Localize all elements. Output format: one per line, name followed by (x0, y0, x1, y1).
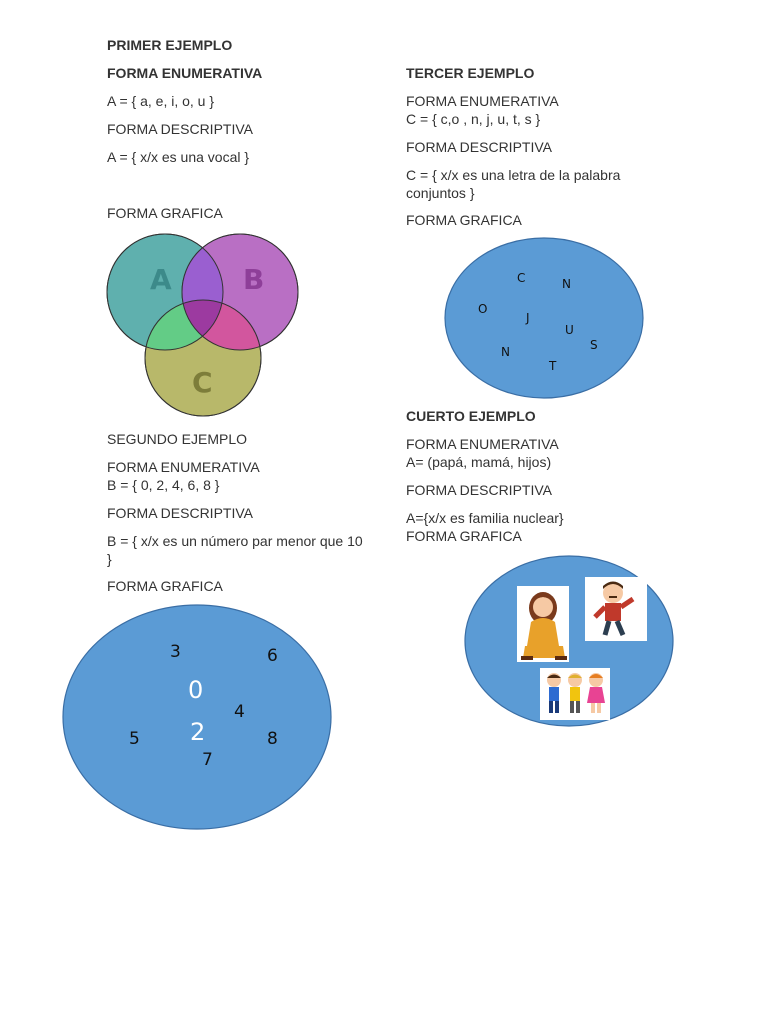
ex4-desc-value: A={x/x es familia nuclear} (406, 510, 564, 526)
ex1-title: PRIMER EJEMPLO (107, 37, 233, 53)
set-b-element: 8 (267, 729, 278, 749)
set-c-diagram (444, 237, 646, 401)
set-b-element: 4 (234, 702, 245, 722)
venn-label-b: B (243, 263, 265, 296)
ex3-enum-value: C = { c,o , n, j, u, t, s } (406, 111, 541, 127)
ex2-enum-value: B = { 0, 2, 4, 6, 8 } (107, 477, 220, 493)
set-c-element: N (562, 277, 571, 291)
set-b-element: 7 (202, 750, 213, 770)
set-c-element: N (501, 345, 510, 359)
ex1-enum-value: A = { a, e, i, o, u } (107, 93, 215, 109)
ex4-enum-heading: FORMA ENUMERATIVA (406, 436, 559, 452)
ex1-enum-heading: FORMA ENUMERATIVA (107, 65, 263, 81)
mom-illustration (517, 586, 569, 662)
ex4-desc-heading: FORMA DESCRIPTIVA (406, 482, 552, 498)
set-c-element: C (517, 271, 526, 285)
set-c-element: O (478, 302, 488, 316)
ex4-enum-value: A= (papá, mamá, hijos) (406, 454, 552, 470)
set-c-ellipse (445, 238, 643, 398)
ex2-enum-heading: FORMA ENUMERATIVA (107, 459, 260, 475)
ex2-desc-value: B = { x/x es un número par menor que 10 } (107, 533, 363, 567)
ex2-title: SEGUNDO EJEMPLO (107, 431, 248, 447)
ex2-desc-heading: FORMA DESCRIPTIVA (107, 505, 253, 521)
set-b-element: 2 (190, 718, 206, 746)
ex3-enum-heading: FORMA ENUMERATIVA (406, 93, 559, 109)
ex3-graph-heading: FORMA GRAFICA (406, 212, 522, 228)
ex3-desc-value: C = { x/x es una letra de la palabra conjuntos } (406, 167, 621, 201)
venn-diagram (100, 225, 310, 425)
ex2-graph-heading: FORMA GRAFICA (107, 578, 223, 594)
set-c-element: J (526, 311, 530, 325)
ex1-desc-heading: FORMA DESCRIPTIVA (107, 121, 253, 137)
ex1-desc-value: A = { x/x es una vocal } (107, 149, 250, 165)
set-c-element: U (565, 323, 574, 337)
venn-label-c: C (192, 366, 213, 399)
ex3-desc-heading: FORMA DESCRIPTIVA (406, 139, 552, 155)
set-b-ellipse (63, 605, 331, 829)
children-illustration (540, 668, 610, 720)
ex1-graph-heading: FORMA GRAFICA (107, 205, 223, 221)
ex4-graph-heading: FORMA GRAFICA (406, 528, 522, 544)
set-c-element: S (590, 338, 598, 352)
set-b-element: 0 (188, 676, 204, 704)
dad-illustration (585, 577, 647, 641)
set-c-element: T (549, 359, 557, 373)
ex4-title: CUERTO EJEMPLO (406, 408, 536, 424)
set-b-diagram (62, 604, 334, 832)
set-b-element: 5 (129, 729, 140, 749)
ex3-title: TERCER EJEMPLO (406, 65, 535, 81)
set-family-diagram (464, 555, 676, 729)
set-b-element: 6 (267, 646, 278, 666)
venn-label-a: A (150, 263, 172, 296)
set-b-element: 3 (170, 642, 181, 662)
